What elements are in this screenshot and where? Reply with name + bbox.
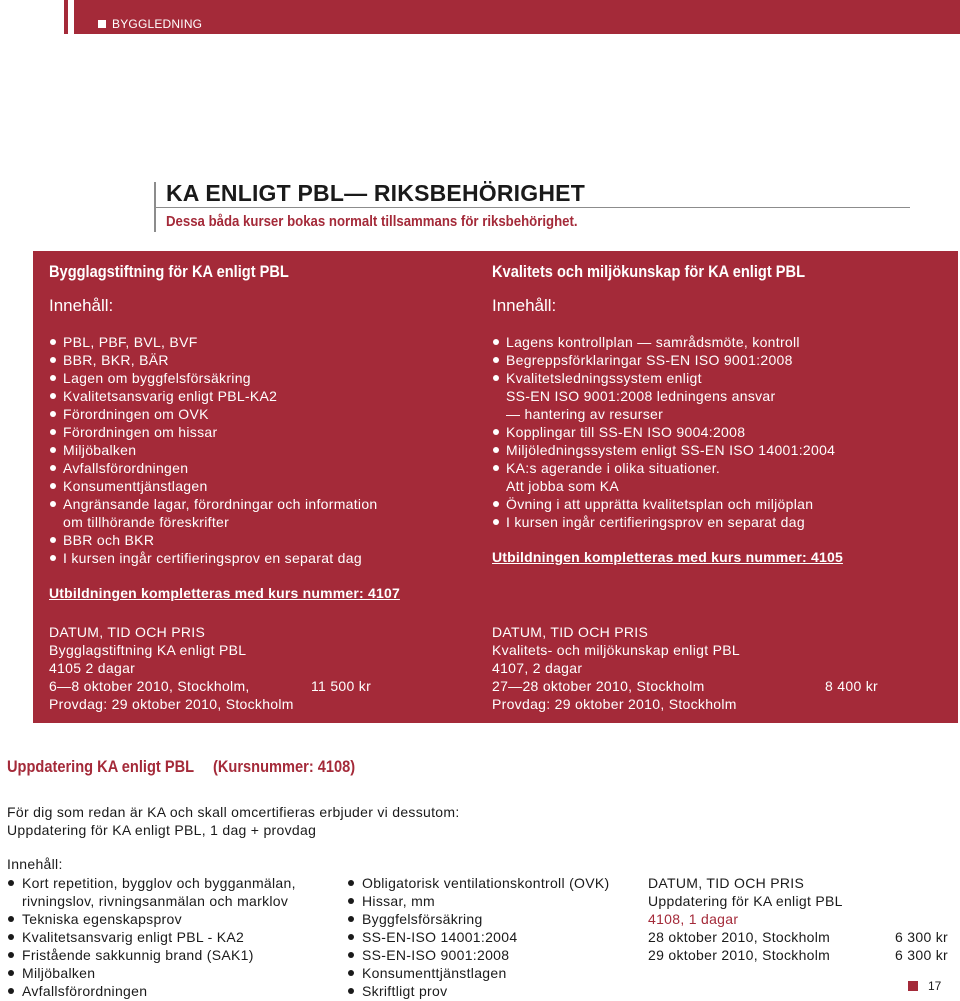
list-item: Övning i att upprätta kvalitetsplan och miljöplan	[492, 495, 835, 513]
left-info-heading: DATUM, TID OCH PRIS	[49, 624, 206, 640]
update-info-price-1: 6 300 kr	[895, 929, 948, 945]
update-lead-line-1: För dig som redan är KA och skall omcertifieras erbjuder vi dessutom:	[7, 804, 460, 820]
update-title-text: Uppdatering KA enligt PBL	[7, 757, 195, 776]
list-item: Miljöbalken	[7, 964, 296, 982]
right-info	[492, 623, 878, 713]
list-item: Kvalitetsansvarig enligt PBL - KA2	[7, 928, 296, 946]
list-item: Kort repetition, bygglov och bygganmälan,	[7, 874, 296, 892]
list-item: Byggfelsförsäkring	[347, 910, 609, 928]
update-list-col2	[347, 874, 609, 1000]
left-course-heading: Bygglagstiftning för KA enligt PBL	[49, 262, 289, 281]
update-info-code: 4108, 1 dagar	[648, 911, 739, 927]
list-item: Angränsande lagar, förordningar och information	[49, 495, 378, 513]
page-number	[908, 979, 941, 993]
update-lead	[7, 803, 460, 839]
list-item: PBL, PBF, BVL, BVF	[49, 333, 378, 351]
list-item: I kursen ingår certifieringsprov en separat dag	[492, 513, 835, 531]
right-info-date-row	[492, 677, 878, 695]
update-info-date-2: 29 oktober 2010, Stockholm	[648, 947, 831, 963]
list-item: Tekniska egenskapsprov	[7, 910, 296, 928]
course-panel	[33, 251, 958, 723]
update-info-heading: DATUM, TID OCH PRIS	[648, 875, 805, 891]
right-info-code: 4107, 2 dagar	[492, 660, 583, 676]
update-course-number: (Kursnummer: 4108)	[212, 757, 356, 776]
list-item: rivningslov, rivningsanmälan och marklov	[22, 893, 289, 909]
list-item: Kvalitetsansvarig enligt PBL-KA2	[49, 387, 378, 405]
page-title: KA ENLIGT PBL— RIKSBEHÖRIGHET	[166, 180, 585, 206]
update-list-col1	[7, 874, 296, 1000]
list-item: SS-EN-ISO 14001:2004	[347, 928, 609, 946]
update-course-title	[7, 757, 355, 777]
page-subtitle: Dessa båda kurser bokas normalt tillsammans för riksbehörighet.	[166, 213, 578, 230]
right-info-price: 8 400 kr	[825, 678, 878, 694]
left-info-course: Bygglagstiftning KA enligt PBL	[49, 642, 247, 658]
list-item: BBR och BKR	[49, 531, 378, 549]
list-item: Lagens kontrollplan — samrådsmöte, kontroll	[492, 333, 835, 351]
left-info-price: 11 500 kr	[311, 678, 372, 694]
update-lead-line-2: Uppdatering för KA enligt PBL, 1 dag + provdag	[7, 822, 317, 838]
list-item: Lagen om byggfelsförsäkring	[49, 369, 378, 387]
left-info-date: 6—8 oktober 2010, Stockholm,	[49, 678, 250, 694]
list-item: Konsumenttjänstlagen	[347, 964, 609, 982]
left-supplement: Utbildningen kompletteras med kurs nummer: 4107	[49, 585, 400, 601]
list-item: Förordningen om hissar	[49, 423, 378, 441]
square-marker-icon	[908, 981, 918, 991]
list-item: Att jobba som KA	[506, 478, 619, 494]
title-divider	[154, 207, 910, 208]
section-tag	[98, 17, 202, 31]
right-course-list	[492, 333, 835, 531]
left-contents-label: Innehåll:	[49, 296, 114, 315]
left-course-list	[49, 333, 378, 567]
list-item: BBR, BKR, BÄR	[49, 351, 378, 369]
square-bullet-icon	[98, 20, 106, 28]
right-info-exam: Provdag: 29 oktober 2010, Stockholm	[492, 696, 737, 712]
update-info	[648, 874, 948, 964]
update-contents-label: Innehåll:	[7, 856, 63, 872]
list-item: Miljöledningssystem enligt SS-EN ISO 14001:2004	[492, 441, 835, 459]
right-info-course: Kvalitets- och miljökunskap enligt PBL	[492, 642, 740, 658]
left-info	[49, 623, 371, 713]
right-supplement: Utbildningen kompletteras med kurs nummer: 4105	[492, 549, 843, 565]
section-tag-label: BYGGLEDNING	[112, 17, 203, 31]
update-info-price-2: 6 300 kr	[895, 947, 948, 963]
list-item: KA:s agerande i olika situationer.	[492, 459, 835, 477]
list-item: Hissar, mm	[347, 892, 609, 910]
left-info-exam: Provdag: 29 oktober 2010, Stockholm	[49, 696, 294, 712]
list-item: Kopplingar till SS-EN ISO 9004:2008	[492, 423, 835, 441]
list-item: Fristående sakkunnig brand (SAK1)	[7, 946, 296, 964]
update-info-date-1: 28 oktober 2010, Stockholm	[648, 929, 831, 945]
update-info-row-1	[648, 928, 948, 946]
list-item: Miljöbalken	[49, 441, 378, 459]
right-info-heading: DATUM, TID OCH PRIS	[492, 624, 649, 640]
list-item: Avfallsförordningen	[7, 982, 296, 1000]
list-item: SS-EN ISO 9001:2008 ledningens ansvar	[506, 388, 776, 404]
left-info-code: 4105 2 dagar	[49, 660, 136, 676]
list-item: — hantering av resurser	[506, 406, 664, 422]
list-item: I kursen ingår certifieringsprov en separat dag	[49, 549, 378, 567]
list-item: Kvalitetsledningssystem enligt	[492, 369, 835, 387]
top-bar-edge	[64, 0, 74, 34]
right-info-date: 27—28 oktober 2010, Stockholm	[492, 678, 705, 694]
list-item: Avfallsförordningen	[49, 459, 378, 477]
update-info-row-2	[648, 946, 948, 964]
list-item: Obligatorisk ventilationskontroll (OVK)	[347, 874, 609, 892]
list-item: Konsumenttjänstlagen	[49, 477, 378, 495]
page-number-label: 17	[928, 979, 942, 993]
list-item: Förordningen om OVK	[49, 405, 378, 423]
list-item: SS-EN-ISO 9001:2008	[347, 946, 609, 964]
right-contents-label: Innehåll:	[492, 296, 557, 315]
right-course-heading: Kvalitets och miljökunskap för KA enligt PBL	[492, 262, 806, 281]
left-info-date-row	[49, 677, 371, 695]
update-info-course: Uppdatering för KA enligt PBL	[648, 893, 843, 909]
list-item: Skriftligt prov	[347, 982, 609, 1000]
list-item: om tillhörande föreskrifter	[63, 514, 230, 530]
list-item: Begreppsförklaringar SS-EN ISO 9001:2008	[492, 351, 835, 369]
